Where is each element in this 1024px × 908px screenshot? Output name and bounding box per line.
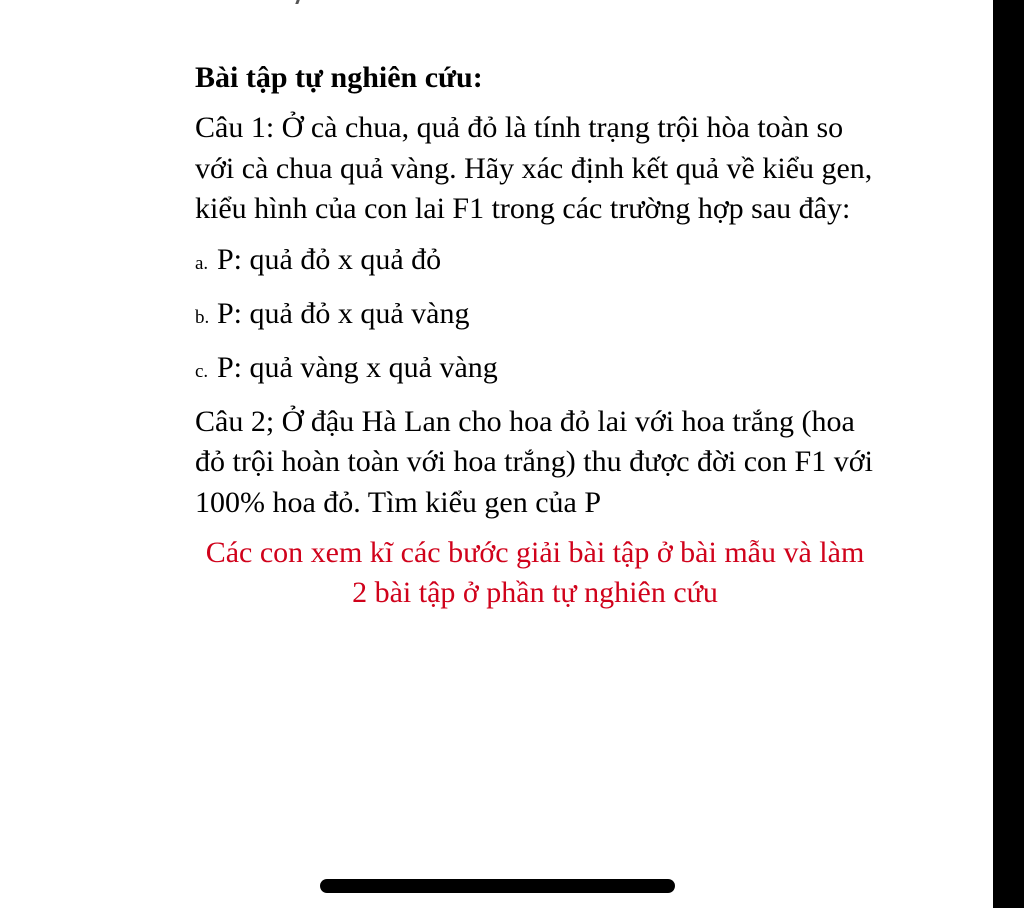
teacher-note: Các con xem kĩ các bước giải bài tập ở bài mẫu và làm 2 bài tập ở phần tự nghiên cứu [205, 536, 865, 609]
option-c [195, 348, 875, 392]
home-indicator[interactable] [320, 879, 675, 893]
question-2: Câu 2; Ở đậu Hà Lan cho hoa đỏ lai với hoa trắng (hoa đỏ trội hoàn toàn với hoa trắng) thu được đời con F1 với 100% hoa đỏ. Tìm kiểu gen của P [195, 404, 873, 519]
option-a-letter: a. [195, 252, 209, 274]
option-c-text: P: quả vàng x quả vàng [217, 350, 498, 384]
top-edge-mark [295, 0, 299, 4]
option-b [195, 294, 875, 338]
option-b-letter: b. [195, 306, 210, 328]
right-edge-bar [993, 0, 1024, 908]
section-heading: Bài tập tự nghiên cứu: [195, 61, 483, 94]
document-content [195, 58, 875, 613]
option-a-text: P: quả đỏ x quả đỏ [217, 242, 442, 276]
option-a [195, 240, 875, 284]
question-1: Câu 1: Ở cà chua, quả đỏ là tính trạng trội hòa toàn so với cà chua quả vàng. Hãy xác định kết quả về kiểu gen, kiểu hình của con lai F1 trong các trường hợp sau đây: [195, 111, 873, 225]
option-b-text: P: quả đỏ x quả vàng [217, 296, 470, 330]
option-c-letter: c. [195, 360, 209, 382]
